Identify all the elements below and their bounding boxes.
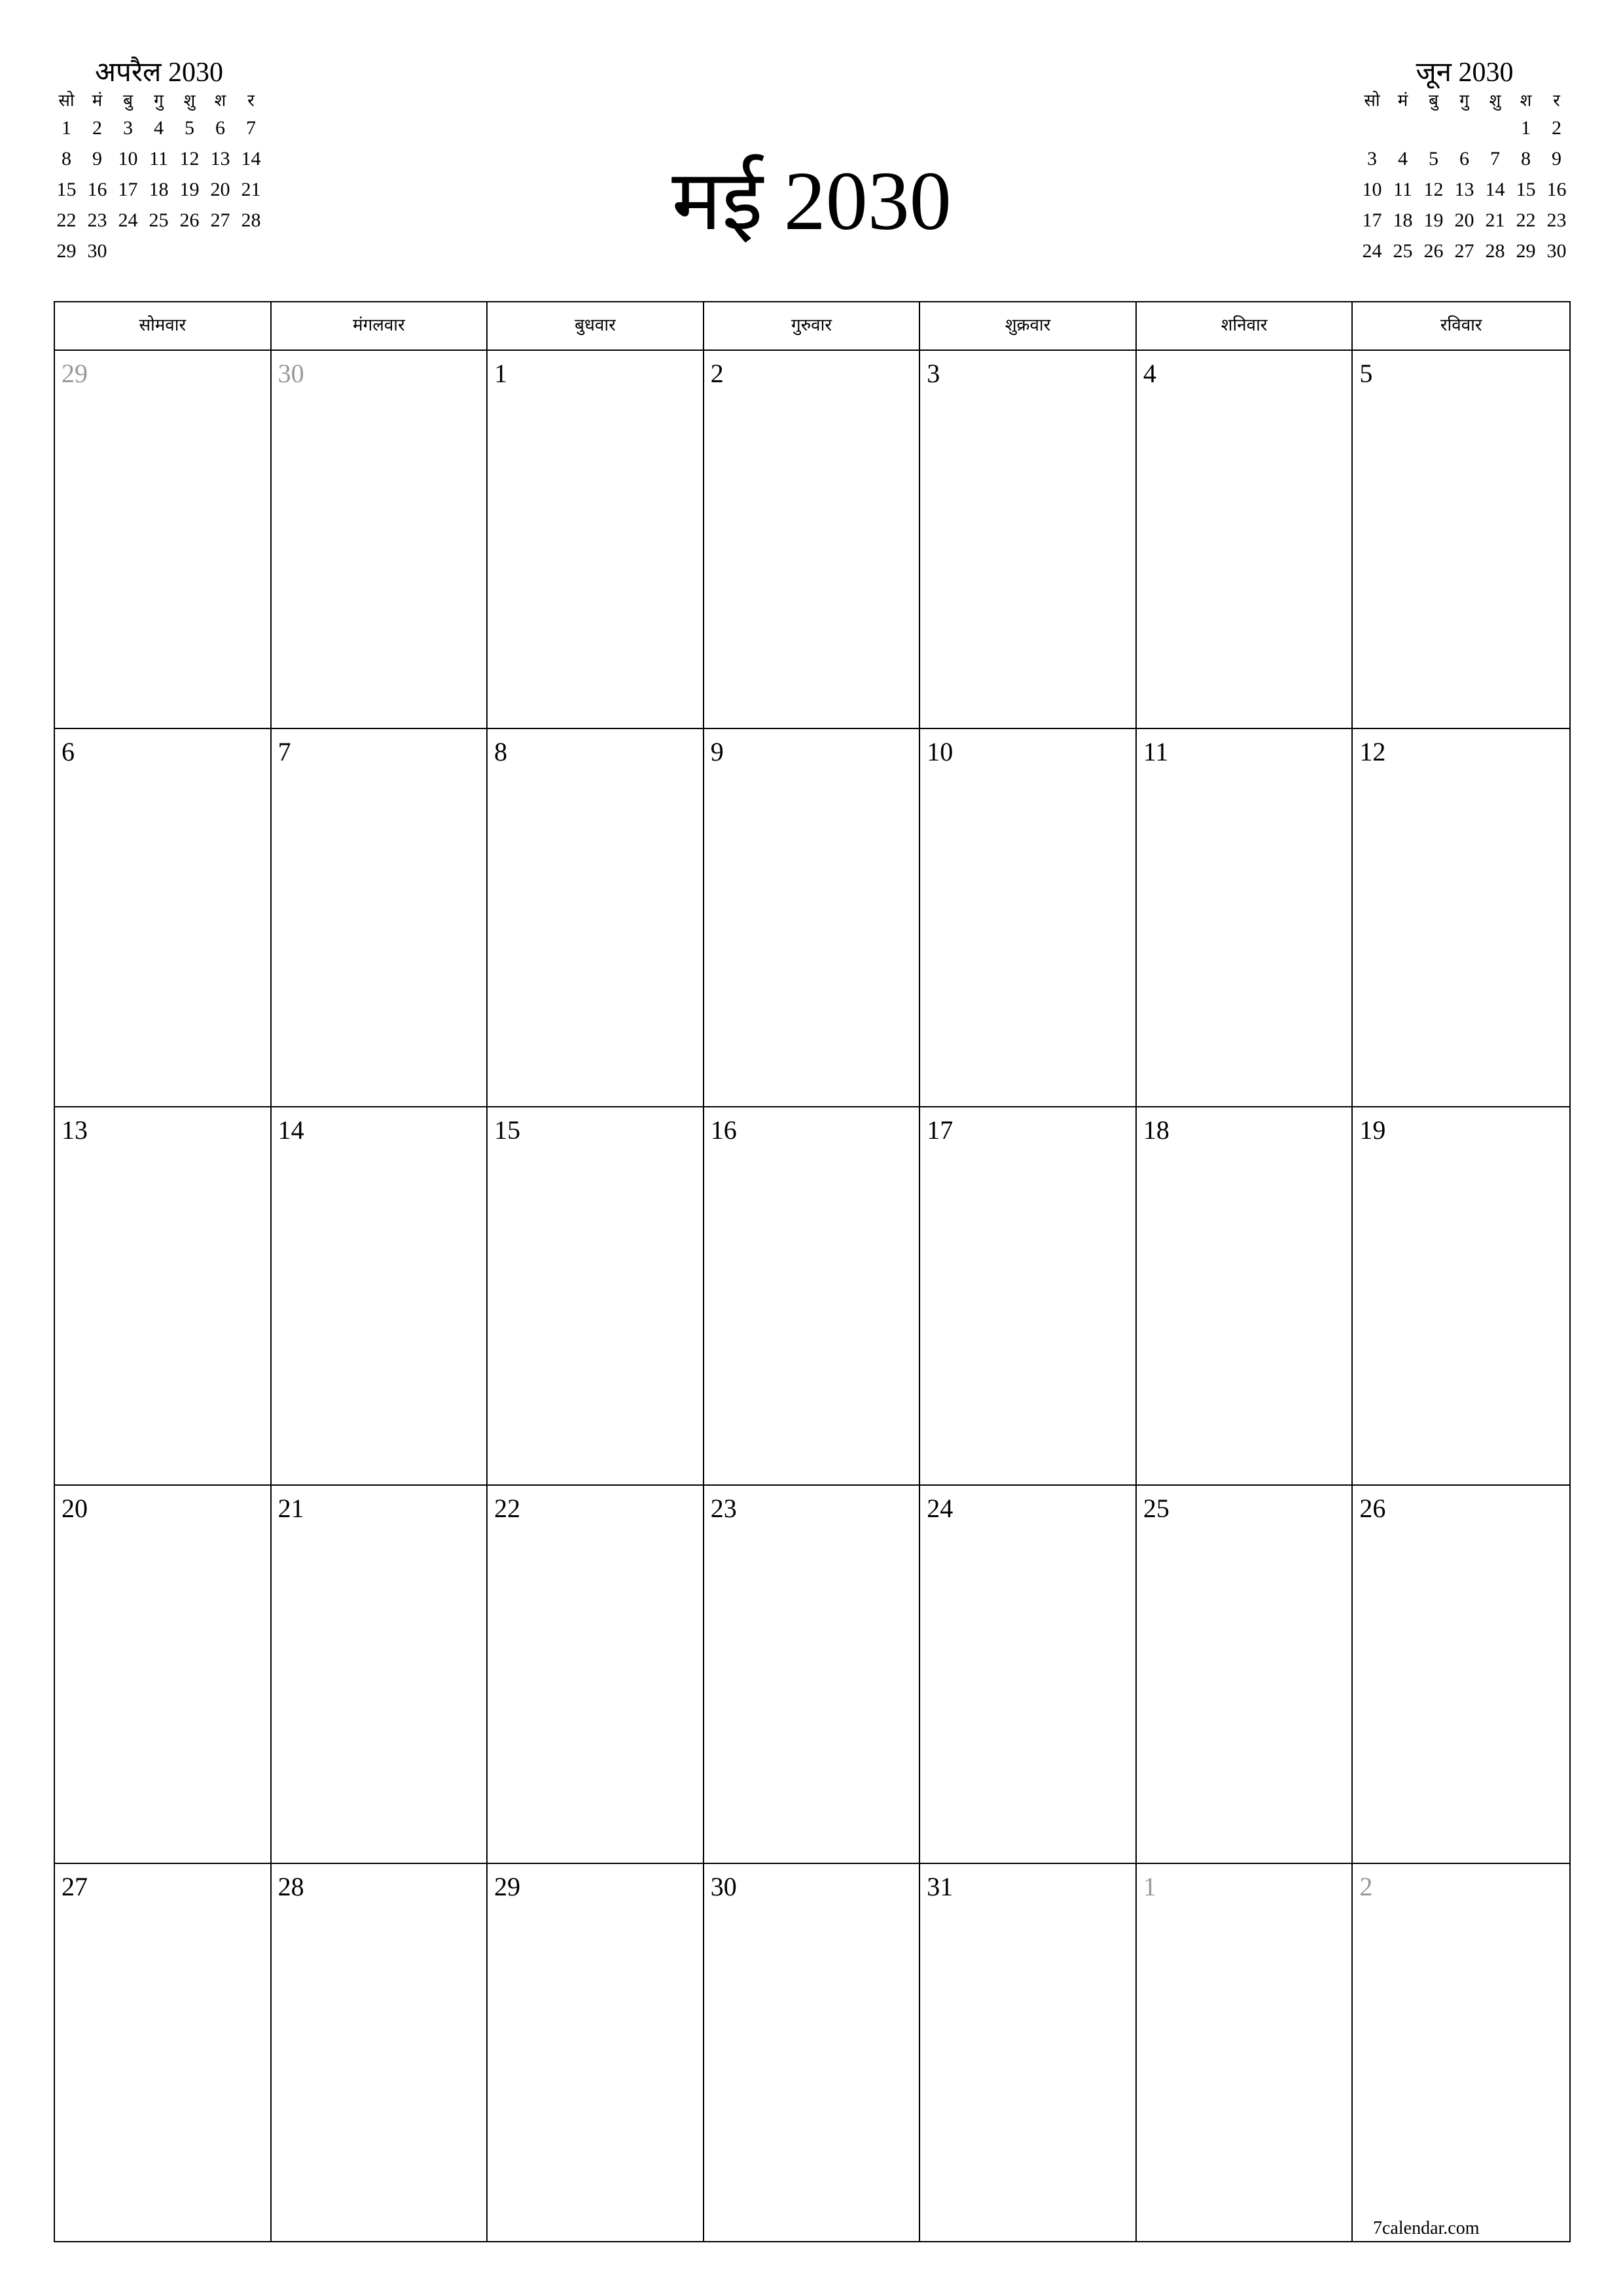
day-cell[interactable] bbox=[704, 1486, 921, 1864]
day-number: 12 bbox=[1359, 737, 1386, 766]
day-number: 30 bbox=[277, 359, 304, 388]
day-number: 26 bbox=[1359, 1494, 1386, 1523]
weekday-label: बुधवार bbox=[488, 302, 704, 350]
mini-day: 26 bbox=[1423, 240, 1444, 262]
mini-day bbox=[1357, 113, 1387, 143]
weekday-header bbox=[55, 302, 1569, 351]
day-number: 27 bbox=[62, 1872, 88, 1901]
day-cell[interactable] bbox=[488, 1486, 704, 1864]
mini-day: 28 bbox=[1485, 240, 1505, 262]
weekday-label: शनिवार bbox=[1137, 302, 1353, 350]
month-grid bbox=[54, 301, 1571, 2242]
mini-weekday: सो bbox=[1364, 91, 1380, 111]
mini-day: 27 bbox=[210, 209, 230, 231]
mini-day: 13 bbox=[1454, 179, 1474, 200]
day-number: 13 bbox=[62, 1115, 88, 1145]
day-cell[interactable] bbox=[488, 729, 704, 1107]
mini-day: 22 bbox=[1516, 209, 1536, 231]
mini-day: 30 bbox=[87, 240, 107, 262]
mini-calendar-title: अपरैल 2030 bbox=[94, 58, 224, 88]
day-number: 5 bbox=[1359, 359, 1373, 388]
mini-day: 28 bbox=[241, 209, 261, 231]
mini-day: 13 bbox=[210, 148, 230, 170]
day-cell[interactable] bbox=[920, 729, 1137, 1107]
mini-day: 11 bbox=[1393, 179, 1412, 200]
day-number: 17 bbox=[927, 1115, 954, 1145]
day-cell[interactable] bbox=[1137, 1107, 1353, 1486]
day-number: 2 bbox=[1359, 1872, 1373, 1901]
mini-day: 30 bbox=[1546, 240, 1567, 262]
day-cell[interactable] bbox=[1137, 1486, 1353, 1864]
day-cell[interactable] bbox=[55, 729, 272, 1107]
weekday-label: गुरुवार bbox=[704, 302, 921, 350]
mini-day: 10 bbox=[1362, 179, 1382, 200]
weekday-label: सोमवार bbox=[55, 302, 272, 350]
day-cell[interactable] bbox=[488, 1864, 704, 2242]
mini-day: 6 bbox=[1459, 148, 1469, 170]
day-cell[interactable] bbox=[1137, 729, 1353, 1107]
mini-day: 29 bbox=[1516, 240, 1536, 262]
mini-day: 11 bbox=[149, 148, 168, 170]
mini-weekday: शु bbox=[1489, 91, 1501, 111]
mini-weekday: बु bbox=[1429, 91, 1438, 111]
mini-day: 5 bbox=[1429, 148, 1438, 170]
mini-day bbox=[1449, 113, 1480, 143]
weekday-label: मंगलवार bbox=[272, 302, 488, 350]
mini-weekday: मं bbox=[1397, 91, 1408, 111]
day-cell[interactable] bbox=[272, 729, 488, 1107]
mini-weekday: गु bbox=[1459, 91, 1469, 111]
mini-day bbox=[1480, 113, 1510, 143]
mini-day: 9 bbox=[92, 148, 102, 170]
footer-credit: 7calendar.com bbox=[1373, 2218, 1480, 2238]
day-cell[interactable] bbox=[1137, 1864, 1353, 2242]
mini-day: 9 bbox=[1552, 148, 1561, 170]
day-number: 3 bbox=[927, 359, 940, 388]
mini-day: 3 bbox=[1367, 148, 1377, 170]
mini-day: 17 bbox=[1362, 209, 1382, 231]
day-number: 4 bbox=[1143, 359, 1156, 388]
mini-day: 1 bbox=[1521, 117, 1531, 139]
mini-day: 27 bbox=[1454, 240, 1474, 262]
mini-day bbox=[1418, 113, 1449, 143]
mini-day: 23 bbox=[87, 209, 107, 231]
mini-calendar-grid bbox=[1357, 89, 1573, 266]
day-number: 22 bbox=[494, 1494, 521, 1523]
mini-weekday: र bbox=[247, 91, 255, 111]
mini-day: 8 bbox=[1521, 148, 1531, 170]
day-number: 18 bbox=[1143, 1115, 1169, 1145]
mini-day: 20 bbox=[1454, 209, 1474, 231]
day-cell[interactable] bbox=[1137, 351, 1353, 729]
day-cell[interactable] bbox=[1353, 1864, 1569, 2242]
mini-day: 20 bbox=[210, 179, 230, 200]
mini-day: 19 bbox=[179, 179, 200, 200]
day-cell[interactable] bbox=[55, 1486, 272, 1864]
mini-day: 1 bbox=[62, 117, 71, 139]
day-number: 7 bbox=[277, 737, 291, 766]
day-number: 9 bbox=[710, 737, 724, 766]
mini-day: 25 bbox=[149, 209, 169, 231]
day-cell[interactable] bbox=[920, 1486, 1137, 1864]
day-cell[interactable] bbox=[272, 351, 488, 729]
mini-day: 29 bbox=[56, 240, 77, 262]
mini-day: 10 bbox=[118, 148, 138, 170]
mini-day: 21 bbox=[1485, 209, 1505, 231]
mini-day: 14 bbox=[1485, 179, 1505, 200]
mini-day: 2 bbox=[92, 117, 102, 139]
day-number: 2 bbox=[710, 359, 724, 388]
mini-day: 4 bbox=[154, 117, 164, 139]
day-number: 28 bbox=[277, 1872, 304, 1901]
day-number: 24 bbox=[927, 1494, 954, 1523]
day-cell[interactable] bbox=[704, 729, 921, 1107]
day-cell[interactable] bbox=[488, 1107, 704, 1486]
day-cell[interactable] bbox=[920, 1107, 1137, 1486]
mini-weekday: श bbox=[1520, 91, 1532, 111]
mini-weekday: गु bbox=[154, 91, 164, 111]
mini-day: 8 bbox=[62, 148, 71, 170]
day-number: 11 bbox=[1143, 737, 1169, 766]
mini-day: 12 bbox=[1423, 179, 1444, 200]
day-number: 6 bbox=[62, 737, 75, 766]
day-cell[interactable] bbox=[704, 1864, 921, 2242]
day-cell[interactable] bbox=[1353, 1107, 1569, 1486]
day-number: 14 bbox=[277, 1115, 304, 1145]
day-cell[interactable] bbox=[272, 1486, 488, 1864]
day-cell[interactable] bbox=[488, 351, 704, 729]
mini-day: 7 bbox=[1490, 148, 1500, 170]
page-title: मई 2030 bbox=[671, 154, 952, 247]
day-cell[interactable] bbox=[1353, 351, 1569, 729]
day-cell[interactable] bbox=[55, 1107, 272, 1486]
day-cell[interactable] bbox=[55, 351, 272, 729]
day-number: 30 bbox=[710, 1872, 737, 1901]
day-cell[interactable] bbox=[272, 1864, 488, 2242]
mini-day: 4 bbox=[1398, 148, 1408, 170]
mini-calendar-next bbox=[1357, 56, 1573, 266]
day-cell[interactable] bbox=[1353, 729, 1569, 1107]
weekday-label: शुक्रवार bbox=[920, 302, 1137, 350]
mini-day: 22 bbox=[56, 209, 77, 231]
day-number: 19 bbox=[1359, 1115, 1386, 1145]
mini-day: 25 bbox=[1393, 240, 1413, 262]
mini-weekday: बु bbox=[123, 91, 133, 111]
day-cell[interactable] bbox=[272, 1107, 488, 1486]
mini-day: 18 bbox=[149, 179, 169, 200]
day-number: 21 bbox=[277, 1494, 304, 1523]
mini-day: 12 bbox=[179, 148, 200, 170]
mini-day: 15 bbox=[56, 179, 77, 200]
mini-day: 14 bbox=[241, 148, 261, 170]
day-cell[interactable] bbox=[55, 1864, 272, 2242]
day-number: 1 bbox=[494, 359, 508, 388]
day-number: 8 bbox=[494, 737, 508, 766]
day-number: 29 bbox=[494, 1872, 521, 1901]
mini-day: 7 bbox=[246, 117, 256, 139]
day-number: 16 bbox=[710, 1115, 737, 1145]
mini-day: 2 bbox=[1552, 117, 1561, 139]
day-number: 23 bbox=[710, 1494, 737, 1523]
mini-day: 16 bbox=[1546, 179, 1567, 200]
mini-weekday: सो bbox=[58, 91, 75, 111]
day-number: 1 bbox=[1143, 1872, 1156, 1901]
mini-weekday: मं bbox=[92, 91, 103, 111]
day-number: 10 bbox=[927, 737, 954, 766]
mini-weekday: र bbox=[1553, 91, 1560, 111]
mini-day: 15 bbox=[1516, 179, 1536, 200]
mini-weekday: शु bbox=[183, 91, 196, 111]
day-number: 15 bbox=[494, 1115, 521, 1145]
mini-day: 26 bbox=[179, 209, 200, 231]
mini-calendar-title: जून 2030 bbox=[1416, 58, 1514, 88]
day-number: 20 bbox=[62, 1494, 88, 1523]
mini-weekday: श bbox=[214, 91, 226, 111]
weekday-label: रविवार bbox=[1440, 315, 1482, 335]
mini-day bbox=[1387, 113, 1418, 143]
day-cells bbox=[55, 351, 1569, 2242]
mini-day: 24 bbox=[118, 209, 138, 231]
day-number: 31 bbox=[927, 1872, 954, 1901]
day-cell[interactable] bbox=[704, 1107, 921, 1486]
day-number: 29 bbox=[62, 359, 88, 388]
mini-day: 6 bbox=[215, 117, 225, 139]
mini-day: 21 bbox=[241, 179, 261, 200]
day-cell[interactable] bbox=[704, 351, 921, 729]
day-cell[interactable] bbox=[920, 1864, 1137, 2242]
mini-day: 18 bbox=[1393, 209, 1413, 231]
day-cell[interactable] bbox=[1353, 1486, 1569, 1864]
mini-day: 3 bbox=[123, 117, 133, 139]
day-number: 25 bbox=[1143, 1494, 1169, 1523]
mini-day: 24 bbox=[1362, 240, 1382, 262]
mini-day: 19 bbox=[1423, 209, 1444, 231]
mini-day: 5 bbox=[185, 117, 194, 139]
mini-day: 16 bbox=[87, 179, 107, 200]
day-cell[interactable] bbox=[920, 351, 1137, 729]
mini-day: 23 bbox=[1546, 209, 1567, 231]
mini-day: 17 bbox=[118, 179, 138, 200]
